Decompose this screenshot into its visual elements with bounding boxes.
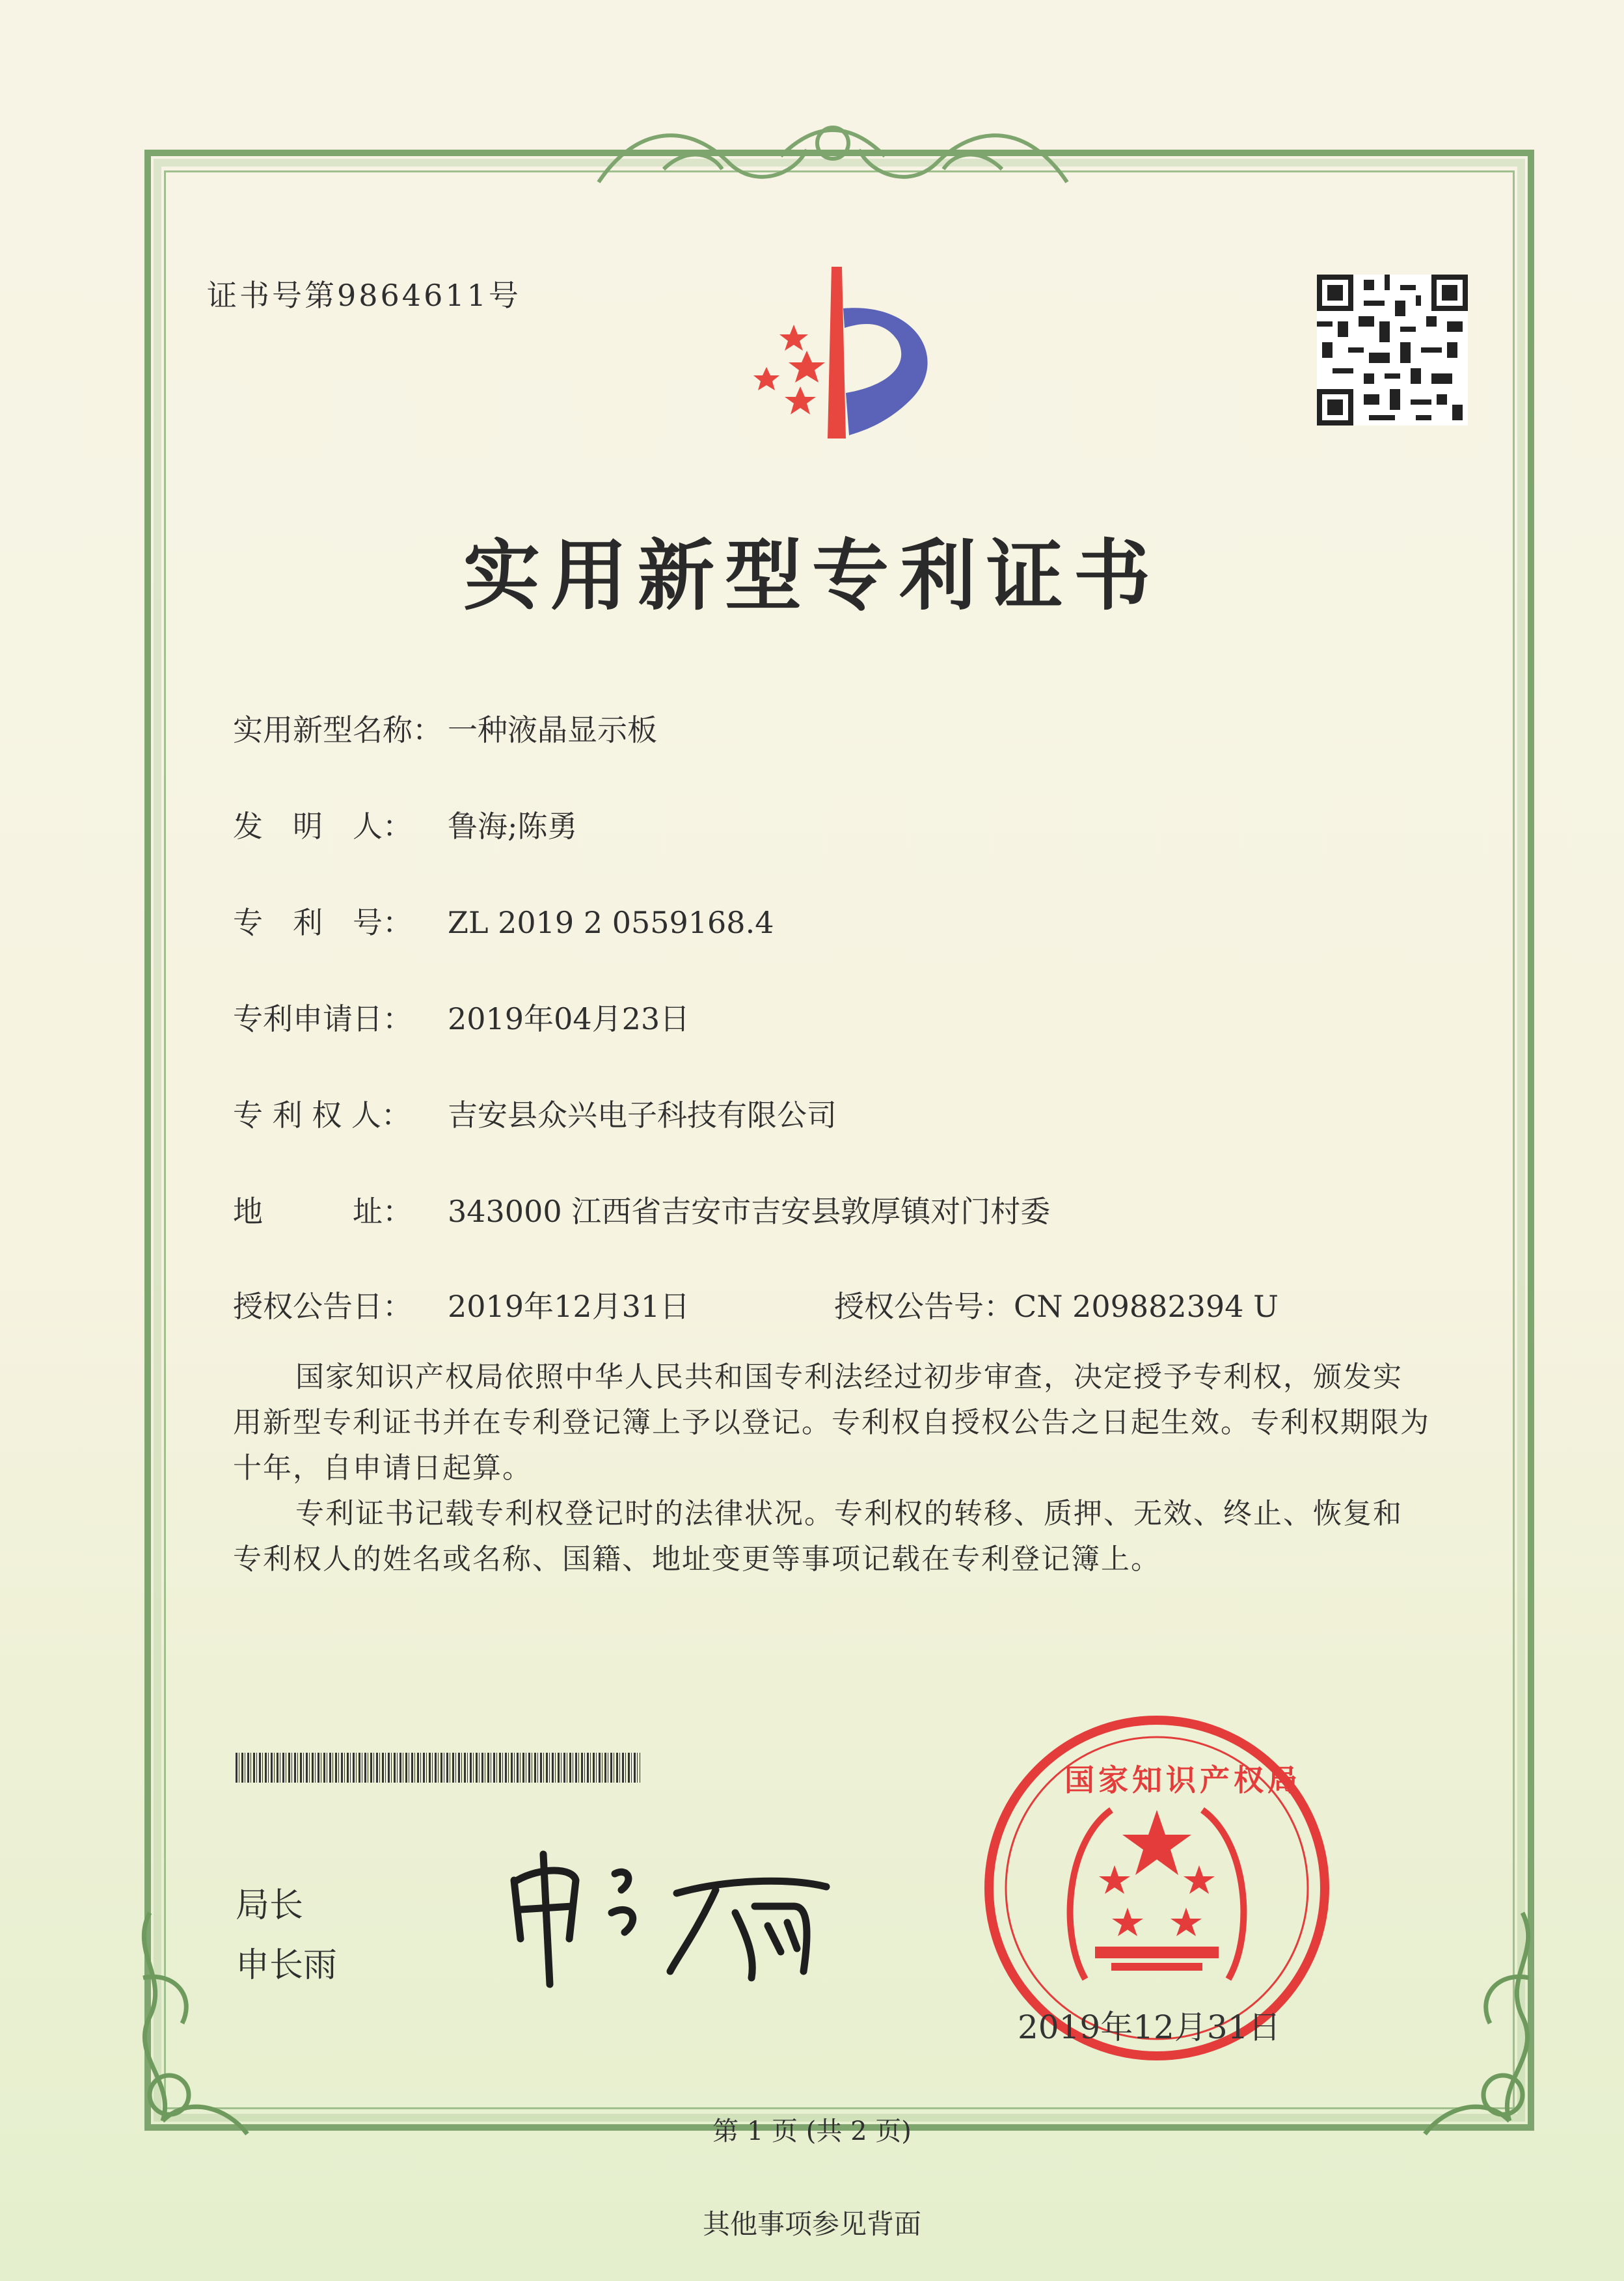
seal-text: 国家知识产权局 bbox=[1064, 1762, 1301, 1798]
signatory-name: 申长雨 bbox=[236, 1946, 338, 1985]
field-value: 343000 江西省吉安市吉安县敦厚镇对门村委 bbox=[448, 1194, 1051, 1229]
certificate-title: 实用新型专利证书 bbox=[463, 530, 1161, 621]
field-label: 实用新型名称： bbox=[233, 712, 442, 748]
paragraph-grant-statement: 国家知识产权局依照中华人民共和国专利法经过初步审查，决定授予专利权，颁发实用新型专利证书并在专利登记簿上予以登记。专利权自授权公告之日起生效。专利权期限为十年，自申请日起算。 bbox=[233, 1360, 1430, 1485]
patent-office-logo-icon bbox=[716, 263, 963, 452]
barcode-icon bbox=[236, 1753, 640, 1783]
seal-date: 2019年12月31日 bbox=[1018, 2008, 1281, 2046]
top-ornament-icon bbox=[586, 98, 1080, 202]
handwritten-signature-icon bbox=[501, 1841, 839, 1991]
field-label: 专利申请日： bbox=[233, 1001, 413, 1036]
field-value: 吉安县众兴电子科技有限公司 bbox=[448, 1098, 837, 1133]
field-value: 2019年12月31日 bbox=[448, 1289, 690, 1324]
field-value: CN 209882394 U bbox=[1014, 1289, 1279, 1324]
page-indicator: 第 1 页 (共 2 页) bbox=[712, 2116, 912, 2146]
field-label: 专 利 权 人： bbox=[233, 1098, 411, 1133]
field-grant-date bbox=[233, 1283, 690, 1326]
certificate-number: 证书号第9864611号 bbox=[207, 278, 521, 313]
signatory-title: 局长 bbox=[236, 1886, 304, 1925]
paragraph-legal-status: 专利证书记载专利权登记时的法律状况。专利权的转移、质押、无效、终止、恢复和专利权人的姓名或名称、国籍、地址变更等事项记载在专利登记簿上。 bbox=[233, 1497, 1403, 1576]
field-value: ZL 2019 2 0559168.4 bbox=[448, 905, 774, 940]
field-inventors bbox=[233, 803, 578, 846]
field-value: 鲁海;陈勇 bbox=[448, 809, 578, 844]
field-label: 授权公告日： bbox=[233, 1289, 413, 1324]
field-label: 地 址： bbox=[233, 1194, 413, 1229]
field-patent-number bbox=[233, 899, 774, 942]
field-label: 授权公告号： bbox=[834, 1289, 1014, 1324]
field-value: 一种液晶显示板 bbox=[448, 712, 657, 748]
field-label: 专 利 号： bbox=[233, 905, 413, 940]
field-address bbox=[233, 1188, 1050, 1231]
footer-note: 其他事项参见背面 bbox=[702, 2208, 921, 2240]
field-grant-publication-number bbox=[834, 1283, 1279, 1326]
field-patentee bbox=[233, 1092, 837, 1135]
field-application-date bbox=[233, 995, 690, 1038]
field-label: 发 明 人： bbox=[233, 809, 413, 844]
qr-code-icon bbox=[1317, 275, 1468, 425]
field-value: 2019年04月23日 bbox=[448, 1001, 690, 1036]
field-utility-model-name bbox=[233, 707, 657, 749]
